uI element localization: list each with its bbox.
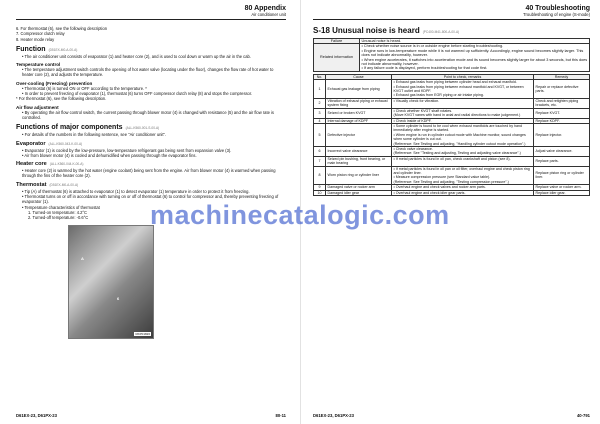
cause-table [313,74,590,196]
point-line: • Check whether KVGT shaft rotates. [393,108,453,113]
thermostat-temp: 1. Turned-on temperature: 4.2°C [28,209,87,215]
row-remedy: Replace piston ring or cylinder liner. [534,166,590,185]
thermostat-temp: 2. Turned-off temperature: -0.6°C [28,215,89,221]
heater-title: Heater core [16,161,47,168]
thermostat-heading [16,182,286,188]
info-table [313,38,590,72]
row-points [392,98,534,108]
right-footer-model: D61EX-23, D61PX-23 [313,413,354,418]
cause-rows [314,80,590,196]
row-number: 6 [314,146,326,156]
row-cause: Vibration of exhaust piping or exhaust system fixing [326,98,392,108]
right-header-title: 40 Troubleshooting [525,5,590,12]
row-remedy: Check and retighten piping brackets, etc. [534,98,590,108]
point-line: • Check inside of KDPF. [393,118,432,123]
evaporator-code: (ALL-K560-043-K-00-A) [48,141,83,146]
right-footer-page: 40-791 [576,413,590,418]
row-cause: Internal damage of KDPF [326,118,392,123]
point-line: (Move KVGT vanes with hand in axial and radial directions to make judgement.) [393,113,521,118]
row-points [392,156,534,166]
function-code: (D51EX-M0-A-00-A) [48,47,78,52]
col-header-points: Point to check, remarks [392,74,534,79]
point-line: • Exhaust gas leaks from piping between cylinder head and exhaust manifold. [393,80,517,85]
photo-marker-a: A [81,255,84,261]
temp-control-text: • The temperature adjustment switch controls the opening of hot water valve (locating under the floor), changes the flow rate of hot water to heater core (2), and adjusts the temperature. [22,67,274,78]
related-line: • Check whether noise source is in or outside engine before starting troubleshooting. [361,44,504,49]
row-number: 2 [314,98,326,108]
components-code: (ALL-K560-001-S-00-A) [125,126,160,131]
components-text: • For details of the numbers in the following sentence, see "Air conditioner unit". [22,132,167,138]
row-remedy: Replace KDPF. [534,118,590,123]
point-line: • Overhaul engine and check idler gear parts. [393,190,466,195]
overcool-line: • In order to prevent freezing of evaporator (1), thermostat (6) turns OFF compressor clutch relay (8) and stops the compressor. [22,91,253,97]
heater-text: • Heater core (2) is warmed by the hot water (engine coolant) being sent from the engine. Air from blower motor (4) is warmed when passing through the fins of the heater core (2). [22,168,276,179]
left-footer-page: 80-11 [275,413,286,418]
heater-heading [16,161,286,167]
row-cause: Incorrect valve clearance [326,146,392,156]
table-row [314,156,590,166]
row-remedy: Replace idler gear. [534,190,590,195]
related-info [360,44,590,71]
row-remedy: Replace injector. [534,123,590,146]
point-line: • Measure compression pressure (see Standard value table). [393,175,491,180]
row-cause: Seized or broken KVGT [326,108,392,118]
point-line: (Reference: See Testing and adjusting, "Handling cylinder cutout mode operation".) [393,141,526,146]
point-line: (Reference: See Testing and adjusting, "Testing compression pressure".) [393,179,509,184]
components-title: Functions of major components [16,124,123,132]
evaporator-title: Evaporator [16,140,46,147]
intro-item: 7. Compressor clutch relay [16,31,65,37]
row-cause: Damaged valve or rocker arm [326,185,392,190]
section-title-code: (PC400-M41-800-A-00-A) [422,30,460,34]
table-row [314,108,590,118]
right-header [313,5,590,20]
right-header-subtitle: Troubleshooting of engine (S-mode) [523,12,590,17]
row-remedy: Replace parts. [534,156,590,166]
col-header-remedy: Remedy [534,74,590,79]
function-text: • The air conditioner unit consists of evaporator (1) and heater core (2), and is used to cool down or warm up the air in the cab. [22,53,251,59]
thermostat-photo [68,225,154,339]
failure-value: Unusual noise is heard. [360,39,590,44]
components-heading [16,124,286,131]
airflow-heading: Air flow adjustment [16,104,59,110]
row-number: 8 [314,166,326,185]
temp-control-heading: Temperature control [16,62,61,68]
related-label: Related information [314,44,360,71]
row-cause: Damaged idler gear [326,190,392,195]
row-cause: Worn piston ring or cylinder liner [326,166,392,185]
thermostat-code: (D51EX-M0-A-00-A) [49,182,79,187]
row-number: 9 [314,185,326,190]
intro-item: 6. For thermostat (6), see the following description [16,26,108,31]
intro-item: 8. Heater mode relay [16,36,55,42]
row-points [392,80,534,99]
row-remedy: Replace valve or rocker arm. [534,185,590,190]
point-line: • If metal particles is found in oil pan, check crankshaft and piston (see 8). [393,156,511,161]
left-footer [16,413,286,418]
row-number: 1 [314,80,326,99]
row-cause: Exhaust gas leakage from piping [326,80,392,99]
row-number: 4 [314,118,326,123]
table-row [314,123,590,146]
right-footer [313,413,590,418]
point-line: • When engine is run in cylinder cutout mode with Machine monitor, sound changes when some cylinder is cut out. [393,132,526,142]
table-row [314,166,590,185]
row-remedy: Adjust valve clearance. [534,146,590,156]
point-line: • If metal particles is found in oil pan or oil filter, overhaul engine and check piston ring and cylinder liner. [393,166,530,175]
photo-label: RKP01826 [135,331,150,336]
thermostat-line: • Thermostat turns on or off in accordance with turning on or off of thermostat (6) to control for compressor and, thereby preventing freezing of evaporator (1). [22,194,279,205]
thermostat-line: • Temperature characteristics of thermostat [22,204,100,210]
table-row [314,146,590,156]
row-remedy: Repair or replace defective parts. [534,80,590,99]
related-line: • Engine runs in low-temperature mode while it is not warmed up sufficiently. Accordingly, engine sound becomes slightly larger. This does not indicate abnormality, however. [361,48,584,58]
row-number: 3 [314,108,326,118]
airflow-text: • By operating the air flow control switch, the current passing through blower motor (4) is changed with resistance (5) and the air flow rate is controlled. [22,109,274,120]
row-cause: Seized pin bushing, front bearing, or main bearing [326,156,392,166]
thermostat-line: • Tip (A) of thermostat (6) is attached to evaporator (1) to detect evaporator (1) temperature in order to protect it from freezing. [22,188,250,194]
left-header-subtitle: Air conditioner unit [251,12,286,17]
row-number: 7 [314,156,326,166]
point-line: • Check valve clearance. [393,146,433,151]
evaporator-line: • Evaporator (1) is cooled by the low-pressure, low-temperature refrigerant gas being sent from expansion valve (3). [22,147,232,153]
evaporator-line: • Air from blower motor (4) is cooled and dehumidified when passing through the evaporator fins. [22,152,197,158]
right-page [300,0,600,424]
row-points [392,190,534,195]
photo-marker-6: 6 [117,295,120,301]
row-remedy: Replace KVGT. [534,108,590,118]
point-line: • Overhaul engine and check valves and rocker arm parts. [393,185,486,190]
table-row [314,80,590,99]
table-row [314,185,590,190]
left-header-title: 80 Appendix [244,5,286,12]
row-cause: Defective injector [326,123,392,146]
overcool-heading: Over-cooling (Freezing) prevention [16,80,93,86]
related-line: • If any failure code is displayed, perform troubleshooting for that code first. [361,66,488,71]
point-line: • Exhaust gas leaks from EGR piping or air intake piping. [393,93,484,98]
table-row [314,98,590,108]
overcool-line: • Thermostat (6) is turned ON or OFF according to the temperature. * [22,85,147,91]
evaporator-heading [16,141,286,147]
left-header [16,5,286,20]
function-title: Function [16,45,46,53]
row-points [392,146,534,156]
watermark: machinecatalogic.com [150,200,450,230]
col-header-no: No. [314,74,326,79]
heater-code: (ALL-K560-044-K-00-A) [49,162,84,167]
overcool-note: * For thermostat (6), see the following description. [16,96,107,102]
function-heading [16,46,286,53]
row-points [392,166,534,185]
point-line: (Reference: See "Testing and adjusting, Testing and adjusting valve clearance".) [393,151,521,156]
table-row [314,190,590,195]
col-header-cause: Cause [326,74,392,79]
point-line: • Some cylinder is found to be cool when exhaust manifolds are touched by hand immediately after engine is started. [393,123,523,133]
row-points [392,123,534,146]
row-points [392,108,534,118]
section-title-text: S-18 Unusual noise is heard [313,26,420,35]
point-line: • Exhaust gas leaks from piping between exhaust manifold and KVGT, or between KVGT outlet and KDPF. [393,84,524,94]
failure-label: Failure [314,39,360,44]
thermostat-title: Thermostat [16,181,47,188]
section-title [313,26,590,35]
related-line: • When engine accelerates, it switches into acceleration mode and its sound becomes slightly larger for about 3 seconds, but this does not indicate abnormality, however. [361,57,588,67]
row-number: 5 [314,123,326,146]
point-line: • Visually check for vibration. [393,98,440,103]
row-number: 10 [314,190,326,195]
left-footer-model: D61EX-23, D61PX-23 [16,413,57,418]
